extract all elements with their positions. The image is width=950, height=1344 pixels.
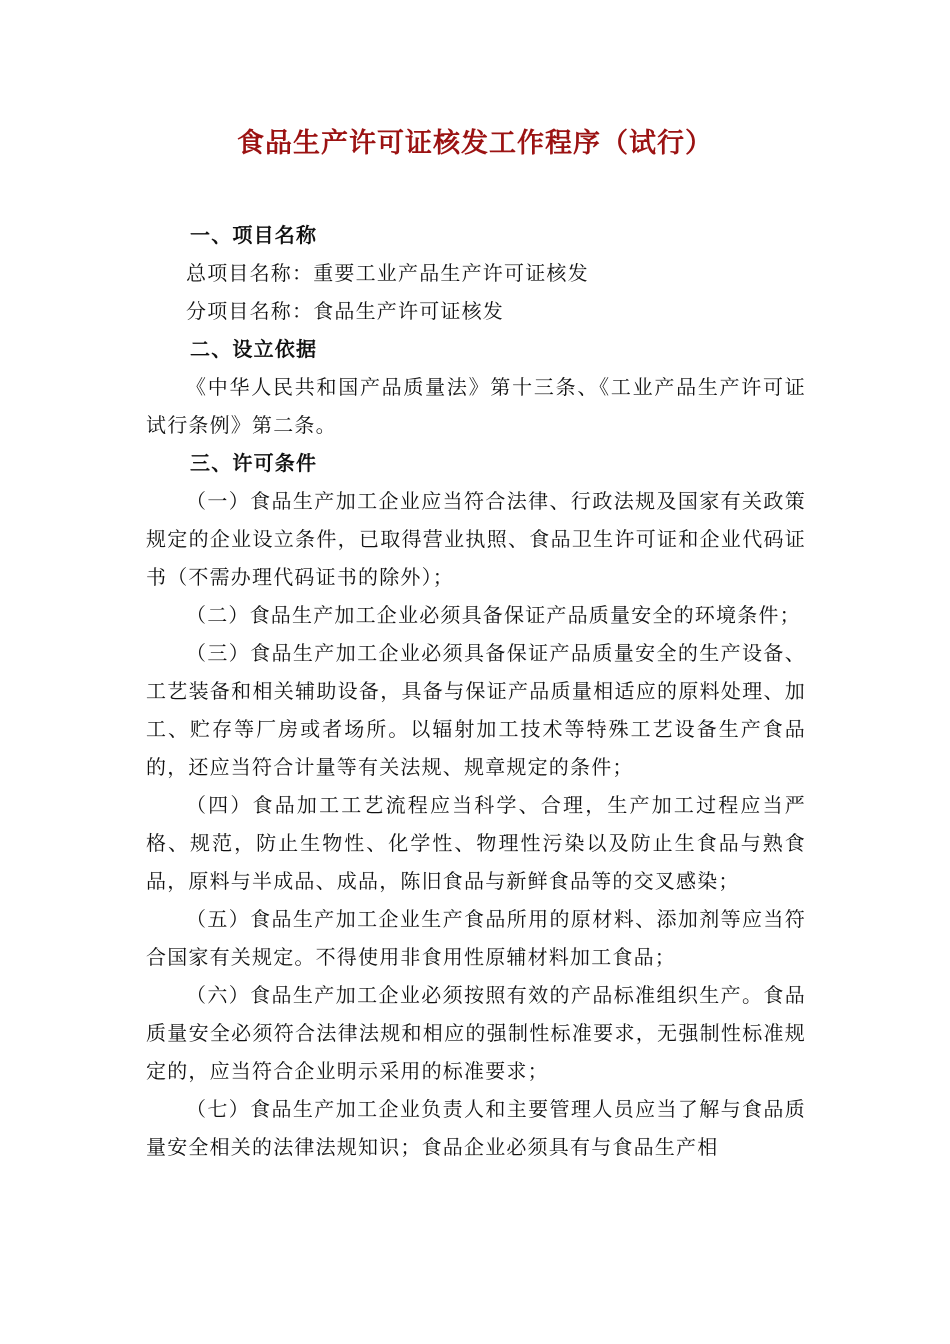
paragraph: （四）食品加工工艺流程应当科学、合理，生产加工过程应当严格、规范，防止生物性、化学性、物理性污染以及防止生食品与熟食品，原料与半成品、成品，陈旧食品与新鲜食品等的交叉感染； — [146, 793, 806, 893]
paragraph: （五）食品生产加工企业生产食品所用的原材料、添加剂等应当符合国家有关规定。不得使用非食用性原辅材料加工食品； — [146, 907, 806, 969]
paragraph: （七）食品生产加工企业负责人和主要管理人员应当了解与食品质量安全相关的法律法规知识；食品企业必须具有与食品生产相 — [146, 1097, 806, 1159]
section-legal-basis — [146, 330, 806, 444]
document-body — [146, 216, 806, 1166]
section-heading: 一、项目名称 — [190, 223, 318, 247]
paragraph: 总项目名称：重要工业产品生产许可证核发 — [186, 261, 589, 285]
paragraph: 分项目名称：食品生产许可证核发 — [186, 299, 504, 323]
section-project-name — [146, 216, 806, 330]
section-license-conditions — [146, 444, 806, 1166]
paragraph: （三）食品生产加工企业必须具备保证产品质量安全的生产设备、工艺装备和相关辅助设备，具备与保证产品质量相适应的原料处理、加工、贮存等厂房或者场所。以辐射加工技术等特殊工艺设备生产食品的，还应当符合计量等有关法规、规章规定的条件； — [146, 641, 806, 779]
paragraph: （一）食品生产加工企业应当符合法律、行政法规及国家有关政策规定的企业设立条件，已取得营业执照、食品卫生许可证和企业代码证书（不需办理代码证书的除外）； — [146, 489, 806, 589]
section-heading: 三、许可条件 — [190, 451, 318, 475]
section-heading: 二、设立依据 — [190, 337, 318, 361]
document-title: 食品生产许可证核发工作程序（试行） — [237, 128, 713, 159]
paragraph: （六）食品生产加工企业必须按照有效的产品标准组织生产。食品质量安全必须符合法律法规和相应的强制性标准要求，无强制性标准规定的，应当符合企业明示采用的标准要求； — [146, 983, 806, 1083]
paragraph: （二）食品生产加工企业必须具备保证产品质量安全的环境条件； — [186, 603, 801, 627]
paragraph: 《中华人民共和国产品质量法》第十三条、《工业产品生产许可证试行条例》第二条。 — [146, 375, 806, 437]
